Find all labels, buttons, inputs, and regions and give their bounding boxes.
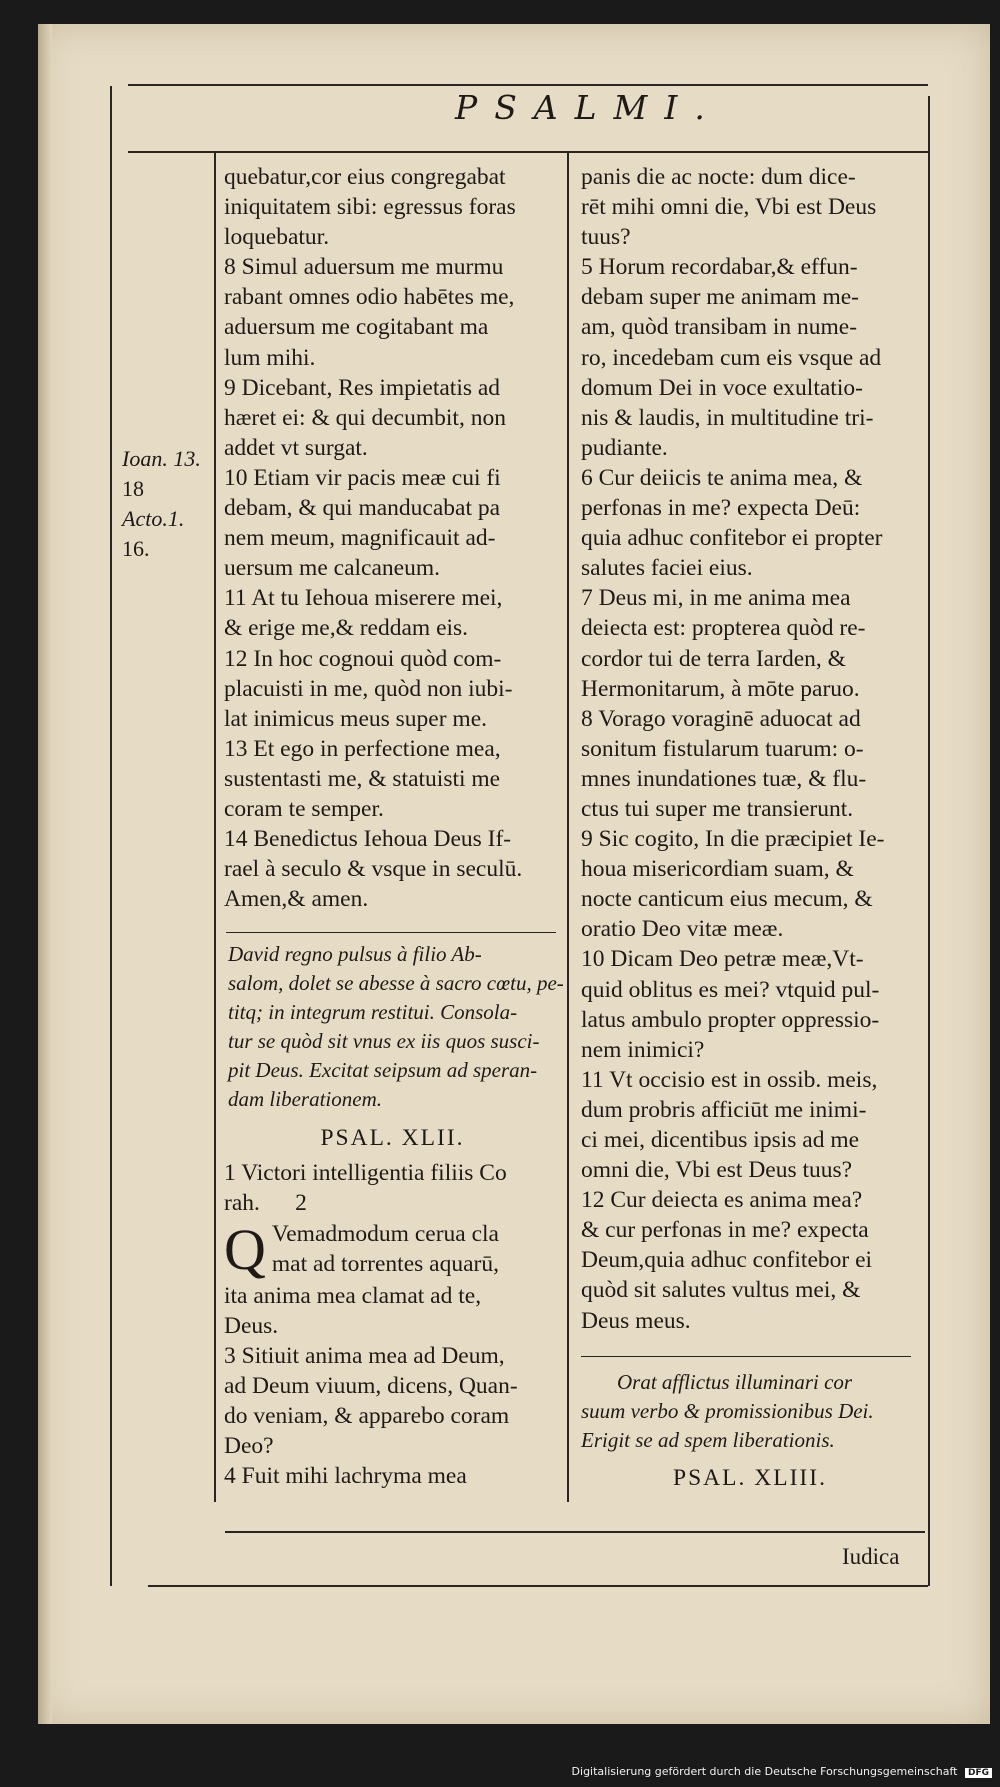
verse-line: 13 Et ego in perfectione mea, (224, 735, 501, 762)
argument-line: dam liberationem. (228, 1087, 382, 1112)
verse-line: 9 Dicebant, Res impietatis ad (224, 374, 501, 401)
argument-line: David regno pulsus à filio Ab- (228, 942, 482, 967)
verse-line: 11 At tu Iehoua miserere mei, (224, 585, 503, 612)
catchword: Iudica (842, 1544, 900, 1569)
text-line: nocte canticum eius mecum, & (581, 886, 873, 913)
text-line: do veniam, & apparebo coram (224, 1402, 510, 1429)
text-line: perfonas in me? expecta Deū: (581, 495, 861, 522)
header-bottom-rule (128, 151, 928, 153)
text-line: coram te semper. (224, 795, 384, 822)
verse-line: 6 Cur deiicis te anima mea, & (581, 464, 863, 491)
text-line: & erige me,& reddam eis. (224, 615, 469, 642)
margin-cross-reference (122, 444, 212, 564)
text-line: am, quòd transibam in nume- (581, 314, 858, 341)
digitization-credit-text: Digitalisierung gefördert durch die Deutsche Forschungsgemeinschaft (571, 1765, 958, 1778)
argument-line: tur se quòd sit vnus ex iis quos susci- (228, 1029, 540, 1054)
text-line: latus ambulo propter oppressio- (581, 1006, 880, 1033)
text-line: aduersum me cogitabant ma (224, 314, 489, 341)
text-line: cordor tui de terra Iarden, & (581, 645, 846, 672)
running-title: PSALMI. (455, 88, 722, 127)
page-gutter-edge (38, 24, 52, 1724)
margin-note-line: 16. (122, 536, 150, 561)
verse-line: 10 Dicam Deo petræ meæ,Vt- (581, 946, 864, 973)
text-line: addet vt surgat. (224, 434, 368, 461)
argument-line: Erigit se ad spem liberationis. (581, 1427, 835, 1452)
text-line: Deum,quia adhuc confitebor ei (581, 1247, 873, 1274)
text-line: sustentasti me, & statuisti me (224, 765, 501, 792)
text-line: lum mihi. (224, 344, 316, 371)
text-line: pudiante. (581, 434, 668, 461)
left-text-column (224, 162, 564, 1491)
text-line: rael à seculo & vsque in seculū. (224, 856, 523, 883)
verse-line: 5 Horum recordabar,& effun- (581, 254, 858, 281)
verse-line: 1 Victori intelligentia filiis Co (224, 1160, 507, 1187)
text-line: oratio Deo vitæ meæ. (581, 916, 784, 943)
text-line: rēt mihi omni die, Vbi est Deus (581, 194, 877, 221)
psalm-argument (224, 940, 564, 1114)
margin-note-line: Ioan. 13. (122, 446, 201, 471)
text-line: quebatur,cor eius congregabat (224, 164, 506, 190)
text-line: debam, & qui manducabat pa (224, 495, 501, 522)
verse-line: 11 Vt occisio est in ossib. meis, (581, 1066, 878, 1093)
margin-note-line: Acto.1. (122, 506, 185, 531)
digitization-credit (572, 1765, 992, 1778)
text-line: uersum me calcaneum. (224, 555, 440, 582)
text-line: debam super me animam me- (581, 284, 859, 311)
margin-note-line: 18 (122, 476, 144, 501)
text-line: hæret ei: & qui decumbit, non (224, 404, 506, 431)
text-line: lat inimicus meus super me. (224, 705, 488, 732)
right-text-column (581, 162, 919, 1499)
text-line: mat ad torrentes aquarū, (271, 1250, 499, 1277)
text-line: ci mei, dicentibus ipsis ad me (581, 1127, 860, 1153)
text-line: dum probris afficiūt me inimi- (581, 1096, 867, 1123)
text-line: placuisti in me, quòd non iubi- (224, 675, 513, 702)
text-line: Amen,& amen. (224, 886, 369, 913)
verse-line: 7 Deus mi, in me anima mea (581, 585, 851, 612)
text-line: omni die, Vbi est Deus tuus? (581, 1157, 853, 1184)
header-top-rule (128, 84, 928, 86)
argument-line: salom, dolet se abesse à sacro cœtu, pe- (228, 971, 564, 996)
text-line: Deo? (224, 1433, 274, 1459)
left-column-rule (214, 152, 216, 1502)
text-line: loquebatur. (224, 224, 330, 251)
text-line: Deus. (224, 1312, 279, 1339)
text-line: salutes faciei eius. (581, 555, 753, 582)
page-right-frame-rule (928, 96, 930, 1586)
spacer (224, 914, 561, 940)
verse-line: 12 Cur deiecta es anima mea? (581, 1187, 863, 1214)
text-line: nem inimici? (581, 1036, 705, 1063)
text-line: quid oblitus es mei? vtquid pul- (581, 976, 880, 1003)
dfg-logo: DFG (965, 1768, 992, 1778)
text-line: panis die ac nocte: dum dice- (581, 164, 856, 190)
verse-line: 12 In hoc cognoui quòd com- (224, 645, 502, 672)
argument-line: suum verbo & promissionibus Dei. (581, 1398, 874, 1423)
verse-line: 9 Sic cogito, In die præcipiet Ie- (581, 826, 885, 853)
dropcap-initial: Q (224, 1216, 266, 1282)
text-line: & cur perfonas in me? expecta (581, 1217, 869, 1244)
page-left-frame-rule (110, 86, 112, 1586)
text-line: iniquitatem sibi: egressus foras (224, 194, 516, 221)
verse-line: 8 Vorago voraginē aduocat ad (581, 705, 861, 732)
text-line: nis & laudis, in multitudine tri- (581, 404, 874, 431)
text-line: ita anima mea clamat ad te, (224, 1282, 482, 1309)
psalm-heading: PSAL. XLIII. (673, 1464, 827, 1491)
argument-line: titq; in integrum restitui. Consola- (228, 1000, 518, 1025)
argument-separator-rule (226, 932, 556, 933)
text-line: houa misericordiam suam, & (581, 856, 854, 883)
text-line: deiecta est: propterea quòd re- (581, 615, 866, 642)
text-line: mnes inundationes tuæ, & flu- (581, 765, 867, 792)
verse-line: 8 Simul aduersum me murmu (224, 254, 504, 281)
argument-line: pit Deus. Excitat seipsum ad speran- (228, 1058, 538, 1083)
text-line: rabant omnes odio habētes me, (224, 284, 515, 311)
footer-rule (225, 1531, 925, 1533)
center-column-rule (567, 152, 569, 1502)
verse-line: 14 Benedictus Iehoua Deus If- (224, 826, 512, 853)
verse-line: 4 Fuit mihi lachryma mea (224, 1463, 467, 1490)
spacer (581, 1336, 919, 1368)
verse-line: 3 Sitiuit anima mea ad Deum, (224, 1342, 505, 1369)
text-line: Vemadmodum ceruа cla (271, 1220, 499, 1247)
text-line: sonitum fistularum tuarum: o- (581, 735, 864, 762)
argument-line: Orat afflictus illuminari cor (617, 1369, 853, 1394)
footer-bottom-rule (148, 1585, 928, 1587)
text-line: tuus? (581, 224, 631, 251)
psalm-argument (581, 1368, 919, 1455)
text-line: ro, incedebam cum eis vsque ad (581, 344, 882, 371)
text-line: Deus meus. (581, 1307, 691, 1334)
text-line: Hermonitarum, à mōte paruo. (581, 675, 860, 702)
text-line: quòd sit salutes vultus mei, & (581, 1277, 861, 1304)
argument-separator-rule (581, 1356, 911, 1357)
text-line: ctus tui super me transierunt. (581, 795, 854, 822)
text-line: quia adhuc confitebor ei propter (581, 525, 883, 552)
text-line: ad Deum viuum, dicens, Quan- (224, 1372, 518, 1399)
text-line: rah. 2 (224, 1190, 307, 1217)
text-line: nem meum, magnificauit ad- (224, 525, 496, 552)
dropcap-block (224, 1216, 561, 1282)
text-line: domum Dei in voce exultatio- (581, 374, 863, 401)
psalm-heading: PSAL. XLII. (320, 1125, 465, 1152)
verse-line: 10 Etiam vir pacis meæ cui fi (224, 464, 501, 491)
